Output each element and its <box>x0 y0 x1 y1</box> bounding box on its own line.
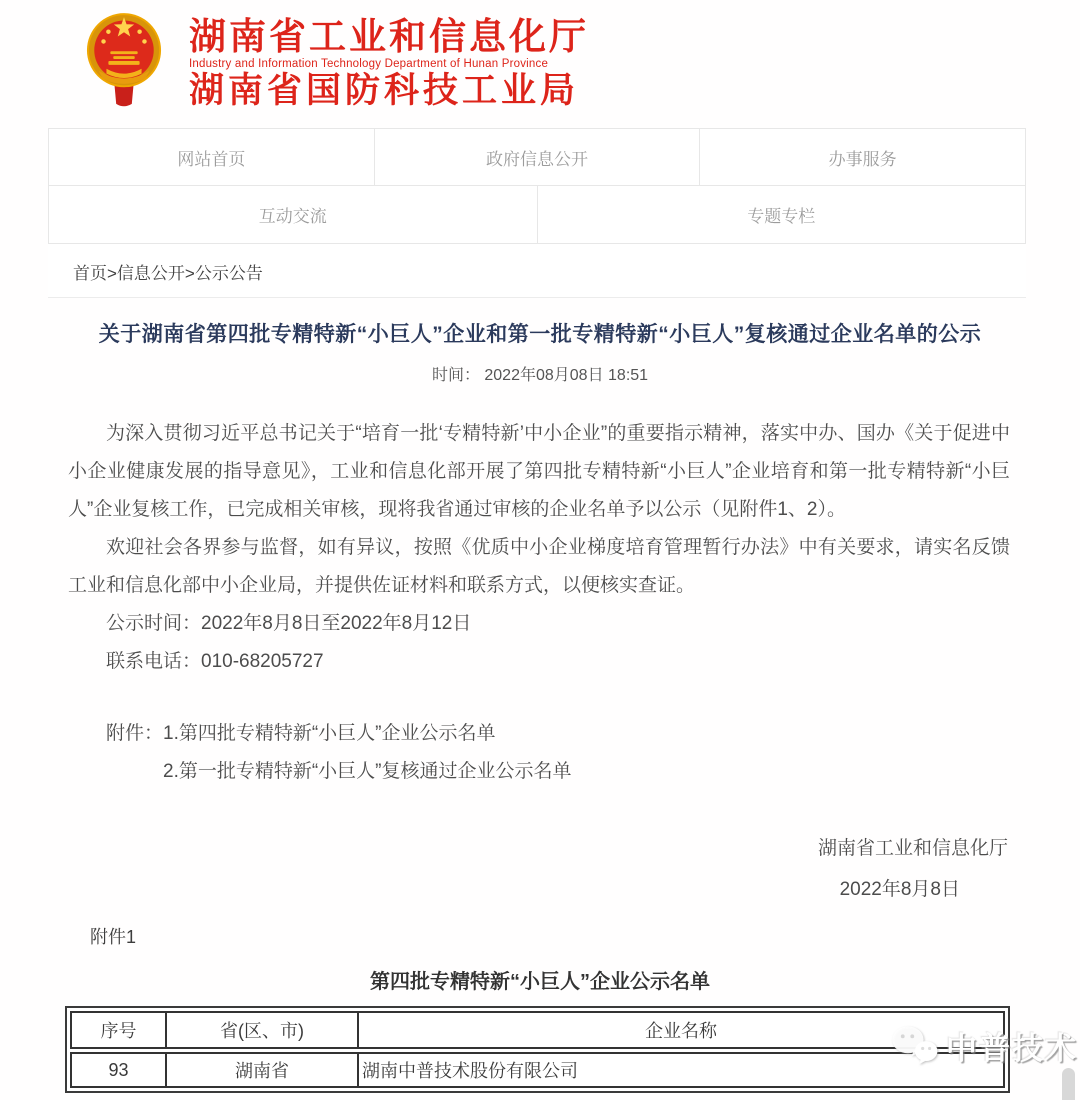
breadcrumb[interactable]: 首页>信息公开>公示公告 <box>48 244 1026 298</box>
signature-org: 湖南省工业和信息化厅 <box>817 838 1008 859</box>
header-org-titles <box>189 10 589 108</box>
signature-block <box>0 833 1008 901</box>
org-name-english: Industry and Information Technology Department of Hunan Province <box>189 58 549 70</box>
contact-phone-line: 联系电话：010-68205727 <box>106 651 324 672</box>
nav-row-2 <box>49 186 1025 243</box>
col-header-province: 省(区、市) <box>166 1012 358 1048</box>
publicity-period-line: 公示时间：2022年8月8日至2022年8月12日 <box>106 613 472 634</box>
attachments-list <box>68 715 1010 791</box>
page-title: 关于湖南省第四批专精特新“小巨人”企业和第一批专精特新“小巨人”复核通过企业名单的公示 <box>98 323 982 346</box>
nav-item-interaction[interactable]: 互动交流 <box>49 186 538 243</box>
cell-province: 湖南省 <box>166 1053 358 1087</box>
cell-no: 93 <box>71 1053 166 1087</box>
nav-item-special-topics[interactable]: 专题专栏 <box>747 207 816 226</box>
announcement-article <box>0 318 1080 1093</box>
site-header <box>0 0 1080 128</box>
watermark-text: 中普技术 <box>946 1030 1078 1066</box>
nav-item-services[interactable]: 办事服务 <box>828 149 897 169</box>
attachment-link-2[interactable]: 2.第一批专精特新“小巨人”复核通过企业公示名单 <box>163 761 572 782</box>
org-name-line1: 湖南省工业和信息化厅 <box>189 16 589 57</box>
col-header-company: 企业名称 <box>358 1012 1004 1048</box>
org-name-line2: 湖南省国防科技工业局 <box>189 71 580 110</box>
table-row <box>71 1053 1004 1087</box>
attachment1-table-title: 第四批专精特新“小巨人”企业公示名单 <box>370 971 710 993</box>
article-body <box>68 415 1010 791</box>
scrollbar-thumb[interactable] <box>1062 1068 1075 1100</box>
attachment1-table <box>65 1006 1010 1093</box>
cell-company: 湖南中普技术股份有限公司 <box>358 1053 1004 1087</box>
china-national-emblem-icon <box>85 10 163 108</box>
nav-item-gov-info[interactable]: 政府信息公开 <box>375 129 701 185</box>
col-header-no: 序号 <box>71 1012 166 1048</box>
table-data <box>70 1052 1005 1088</box>
publish-time: 时间： 2022年08月08日 18:51 <box>431 367 649 384</box>
paragraph-1: 为深入贯彻习近平总书记关于“培育一批‘专精特新’中小企业”的重要指示精神，落实中办、国办《关于促进中小企业健康发展的指导意见》，工业和信息化部开展了第四批专精特新“小巨人”企业培育和第一批专精特新“小巨人”企业复核工作，已完成相关审核，现将我省通过审核的企业名单予以公示（见附件1、2）。 <box>68 423 1010 520</box>
table-header-row <box>70 1011 1005 1049</box>
paragraph-2: 欢迎社会各界参与监督，如有异议，按照《优质中小企业梯度培育管理暂行办法》中有关要求，请实名反馈工业和信息化部中小企业局，并提供佐证材料和联系方式，以便核实查证。 <box>68 537 1010 596</box>
nav-row-1 <box>49 129 1025 186</box>
attachment1-label: 附件1 <box>90 927 137 947</box>
attachment-link-1[interactable]: 附件：1.第四批专精特新“小巨人”企业公示名单 <box>106 723 496 744</box>
signature-date: 2022年8月8日 <box>839 879 960 900</box>
main-nav <box>48 128 1026 244</box>
nav-item-home[interactable]: 网站首页 <box>49 129 375 185</box>
